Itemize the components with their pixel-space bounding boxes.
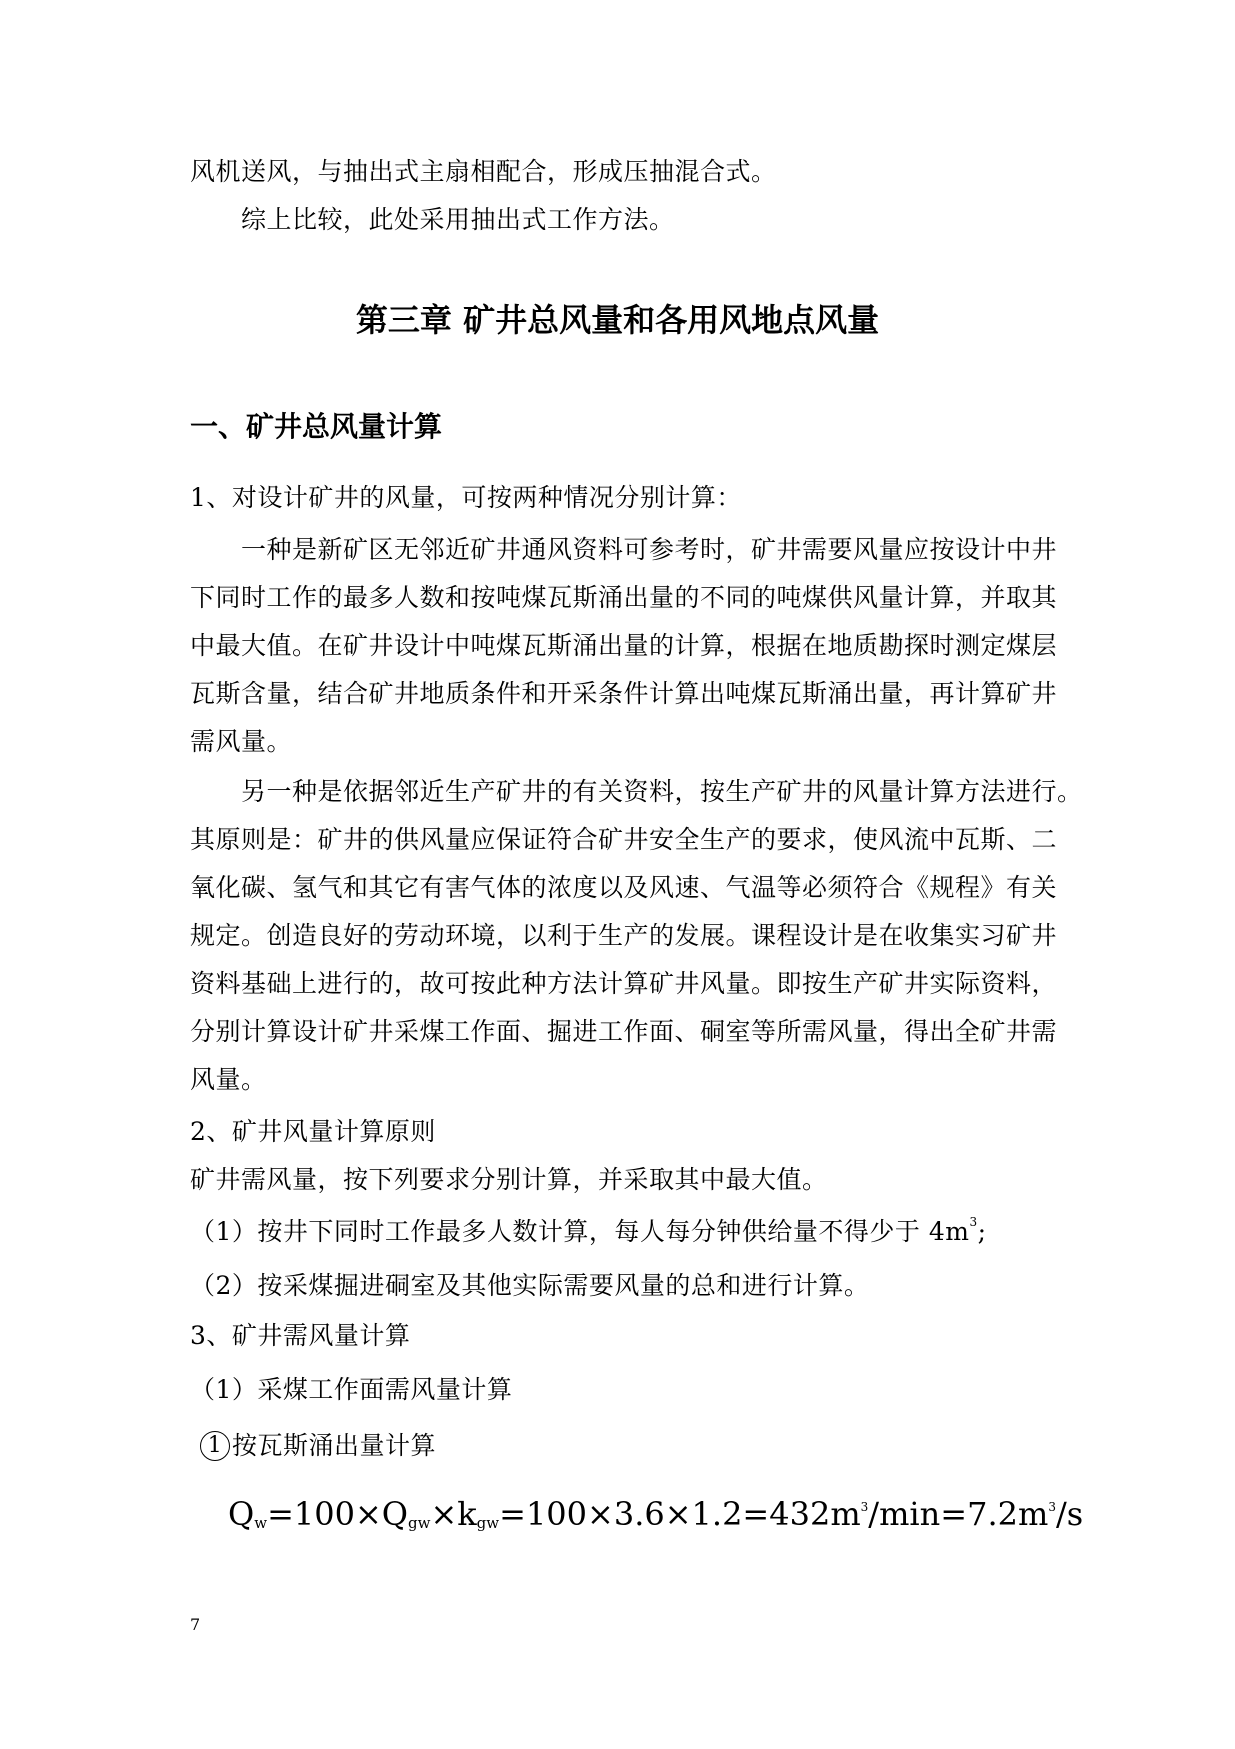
para-2-line-4: 规定。创造良好的劳动环境，以利于生产的发展。课程设计是在收集实习矿井 [190,921,1058,950]
formula [228,1491,1083,1546]
page-number: 7 [190,1615,201,1634]
continuation-line-1: 风机送风，与抽出式主扇相配合，形成压抽混合式。 [190,157,777,186]
para-2-line-5: 资料基础上进行的，故可按此种方法计算矿井风量。即按生产矿井实际资料， [190,969,1058,998]
para-2-line-2: 其原则是：矿井的供风量应保证符合矿井安全生产的要求，使风流中瓦斯、二 [190,825,1058,854]
formula-q: Q [228,1495,255,1533]
formula-qgw-subscript: gw [408,1514,431,1532]
formula-part-5: /s [1055,1495,1084,1533]
formula-superscript-2: 3 [1048,1500,1056,1514]
section-heading: 一、矿井总风量计算 [190,410,443,443]
formula-kgw-subscript: gw [476,1514,500,1532]
para-1-line-2: 下同时工作的最多人数和按吨煤瓦斯涌出量的不同的吨煤供风量计算，并取其 [190,583,1058,612]
formula-q-subscript: w [254,1514,268,1532]
item-2-title: 2、矿井风量计算原则 [190,1117,436,1146]
rule-1-superscript: 3 [969,1215,978,1229]
circled-item [200,1428,436,1464]
rule-2: （2）按采煤掘进硐室及其他实际需要风量的总和进行计算。 [190,1271,870,1300]
continuation-line-2: 综上比较，此处采用抽出式工作方法。 [241,205,675,234]
rule-1 [190,1214,987,1250]
para-1-line-3: 中最大值。在矿井设计中吨煤瓦斯涌出量的计算，根据在地质勘探时测定煤层 [190,631,1058,660]
item-3-title: 3、矿井需风量计算 [190,1321,411,1350]
chapter-title: 第三章 矿井总风量和各用风地点风量 [355,301,880,339]
formula-part-1: =100×Q [267,1495,409,1533]
formula-part-3: =100×3.6×1.2=432m [499,1495,861,1533]
item-2-text: 矿井需风量，按下列要求分别计算，并采取其中最大值。 [190,1165,828,1194]
formula-part-4: /min=7.2m [868,1495,1049,1533]
item-1-title: 1、对设计矿井的风量，可按两种情况分别计算： [190,483,742,512]
para-1-line-4: 瓦斯含量，结合矿井地质条件和开采条件计算出吨煤瓦斯涌出量，再计算矿井 [190,679,1058,708]
para-2-line-1: 另一种是依据邻近生产矿井的有关资料，按生产矿井的风量计算方法进行。 [241,777,1083,806]
para-2-line-6: 分别计算设计矿井采煤工作面、掘进工作面、硐室等所需风量，得出全矿井需 [190,1017,1058,1046]
formula-part-2: ×k [430,1495,477,1533]
rule-1-end: ; [977,1217,987,1246]
para-1-line-5: 需风量。 [190,727,293,756]
para-1-line-1: 一种是新矿区无邻近矿井通风资料可参考时，矿井需要风量应按设计中井 [241,535,1058,564]
sub-1-title: （1）采煤工作面需风量计算 [190,1375,513,1404]
formula-superscript-1: 3 [860,1500,869,1514]
circled-item-text: 按瓦斯涌出量计算 [232,1431,437,1460]
rule-1-text: （1）按井下同时工作最多人数计算，每人每分钟供给量不得少于 4m [190,1217,970,1246]
para-2-line-3: 氧化碳、氢气和其它有害气体的浓度以及风速、气温等必须符合《规程》有关 [190,873,1058,902]
circled-number: 1 [200,1431,230,1461]
para-2-line-7: 风量。 [190,1065,267,1094]
